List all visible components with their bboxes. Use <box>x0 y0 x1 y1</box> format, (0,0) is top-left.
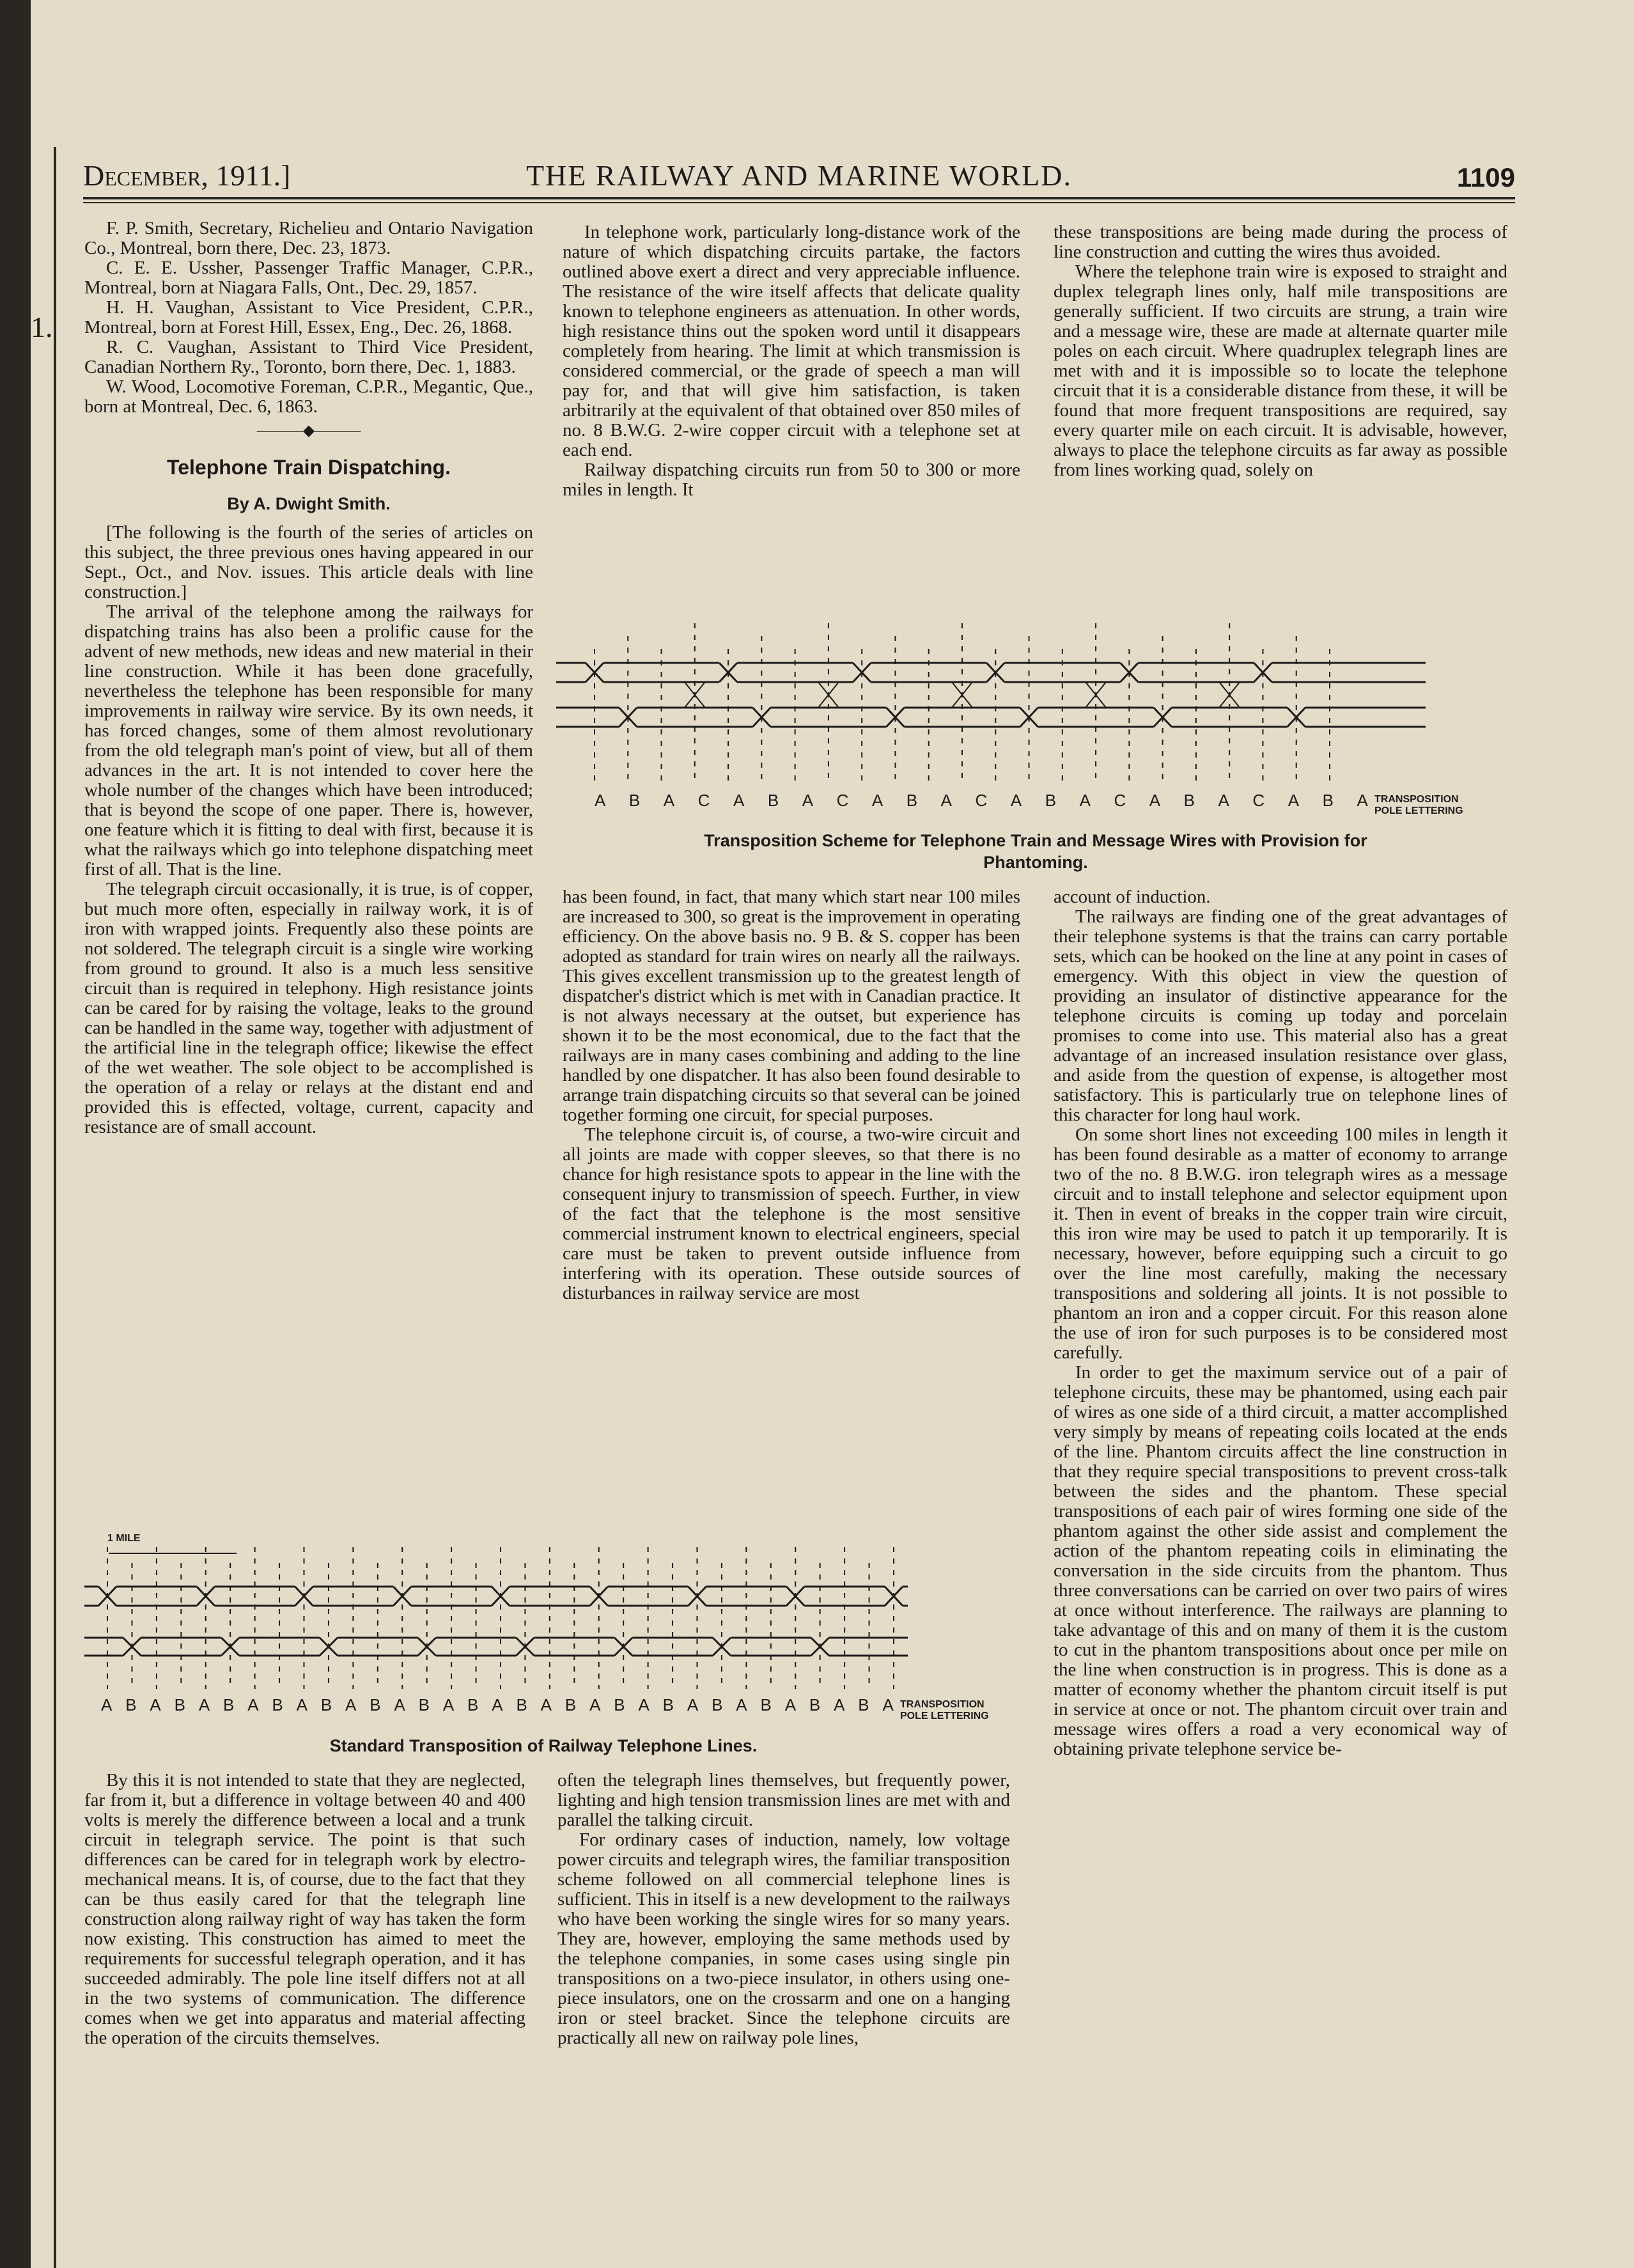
pole-letter: C <box>975 791 988 810</box>
editor-note: [The following is the fourth of the series of articles on this subject, the three previous ones having appeared in our Sept., Oct., and Nov. issues. This article deals with line construction.] <box>84 522 533 602</box>
pole-letter: B <box>1183 791 1195 810</box>
pole-letter: B <box>320 1695 332 1714</box>
body-paragraph: In telephone work, particularly long-distance work of the nature of which dispatching circuits partake, the factors outlined above exert a direct and very appreciable influence. The resistance of the wire itself affects that delicate quality known to telephone engineers as attenuation. In other words, high resistance thins out the spoken word until it disappears completely from hearing. The limit at which transmission is considered commercial, or the grade of speech a man will pay for, and that will give him satisfaction, is taken arbitrarily at the equivalent of that obtained over 850 miles of no. 8 B.W.G. 2-wire copper circuit with a telephone set at each end. <box>563 222 1020 460</box>
pole-letter: A <box>1010 791 1022 810</box>
birthday-entry: C. E. E. Ussher, Passenger Traffic Manager, C.P.R., Montreal, born at Niagara Falls, Ont., Dec. 29, 1857. <box>84 258 533 298</box>
issue-date: December, 1911.] <box>83 159 291 192</box>
pole-letter: A <box>540 1695 552 1714</box>
pole-letter: A <box>871 791 883 810</box>
publication-title: THE RAILWAY AND MARINE WORLD. <box>525 159 1072 192</box>
birthday-entry: F. P. Smith, Secretary, Richelieu and Ontario Navigation Co., Montreal, born there, Dec. 23, 1873. <box>84 218 533 258</box>
pole-letter: B <box>628 791 641 810</box>
pole-letter: B <box>564 1695 577 1714</box>
pole-letter: A <box>492 1695 503 1714</box>
body-paragraph: The telegraph circuit occasionally, it is true, is of copper, but much more often, especially in railway work, it is of iron with wrapped joints. Frequently also these points are not soldered. The telegraph circuit is a single wire working from ground to ground. It also is a much less sensitive circuit than is required in telephony. High resistance joints can be cared for by raising the voltage, leaks to the ground can be handled in the same way, together with adjustment of the artificial line in the telegraph office; likewise the effect of the wet weather. The sole object to be accomplished is the operation of a relay or relays at the distant end and provided this is effected, voltage, current, capacity and resistance are of small account. <box>84 879 533 1137</box>
pole-letter: A <box>394 1695 405 1714</box>
pole-letter: A <box>1079 791 1091 810</box>
page-header <box>83 153 1515 198</box>
pole-letter: A <box>940 791 952 810</box>
figure-2-mile-label: 1 MILE <box>107 1533 141 1544</box>
pole-letter: A <box>834 1695 845 1714</box>
pole-letter: B <box>858 1695 869 1714</box>
figure-1-pole-letters <box>595 791 1368 811</box>
column-6 <box>84 1771 525 2048</box>
pole-letter: B <box>272 1695 283 1714</box>
pole-letter: A <box>687 1695 699 1714</box>
body-paragraph: has been found, in fact, that many which start near 100 miles are increased to 300, so great is the improvement in operating efficiency. On the above basis no. 9 B. & S. copper has been adopted as standard for train wires on nearly all the railways. This gives excellent transmission up to the greatest length of dispatcher's district which is met with in Canadian practice. It is not always necessary at the outset, but experience has shown it to be the most economical, due to the fact that the railways are in many cases combining and adding to the line handled by one dispatcher. It has also been found desirable to arrange train dispatching circuits so that several can be joined together forming one circuit, for special purposes. <box>563 887 1020 1125</box>
pole-letter: B <box>760 1695 772 1714</box>
pole-letter: A <box>150 1695 161 1714</box>
column-3 <box>1054 222 1507 480</box>
pole-letter: B <box>467 1695 479 1714</box>
column-5 <box>1054 887 1507 1759</box>
body-paragraph: For ordinary cases of induction, namely, low voltage power circuits and telegraph wires, the familiar transposition scheme followed on all commercial telephone lines is sufficient. This in itself is a new development to the railways who have been working the single wires for so many years. They are, however, employing the same methods used by the telephone companies, in some cases using single pin transpositions on a two-piece insulator, in others using one-piece insulators, one on the crossarm and one on a hanging iron or steel bracket. Since the telephone circuits are practically all new on railway pole lines, <box>557 1829 1010 2048</box>
phantom-transposition-diagram <box>550 623 1432 789</box>
pole-letter: A <box>638 1695 650 1714</box>
pole-letter: A <box>1218 791 1229 810</box>
pole-letter: A <box>1288 791 1300 810</box>
standard-transposition-diagram <box>83 1541 927 1694</box>
pole-letter: C <box>1252 791 1265 810</box>
pole-letter: A <box>345 1695 357 1714</box>
body-paragraph: On some short lines not exceeding 100 miles in length it has been found desirable as a matter of economy to arrange two of the no. 8 B.W.G. iron telegraph wires as a message circuit and to install telephone and selector equipment upon it. Then in event of breaks in the copper train wire circuit, this iron wire may be used to patch it up temporarily. It is necessary, however, before equipping such a circuit to go over the line most carefully, making the necessary transpositions and soldering all joints. It is not possible to phantom an iron and a copper circuit. For this reason alone the use of iron for such purposes is to be considered most carefully. <box>1054 1124 1507 1363</box>
pole-letter: A <box>802 791 814 810</box>
pole-letter: B <box>418 1695 430 1714</box>
pole-letter: A <box>784 1695 797 1714</box>
pole-letter: A <box>442 1695 455 1714</box>
previous-page-number: 1. <box>31 311 53 343</box>
pole-letter: A <box>1149 791 1161 810</box>
figure-phantom-transposition <box>550 623 1432 789</box>
pole-letter: B <box>516 1695 527 1714</box>
figure-2-pole-letters <box>101 1695 894 1715</box>
column-1 <box>84 219 533 1137</box>
figure-standard-transposition <box>83 1541 927 1694</box>
pole-letter: A <box>882 1695 894 1714</box>
body-paragraph: By this it is not intended to state that they are neglected, far from it, but a difference in voltage between 40 and 400 volts is merely the difference between a local and a trunk circuit in telegraph service. The point is that such differences can be cared for in telegraph work by electro-mechanical means. It is, of course, due to the fact that they can be thus easily cared for that the telegraph line construction along railway right of way has taken the form now existing. This construction has aimed to meet the requirements for successful telegraph operation, and it has succeeded admirably. The pole line itself differs not at all in the two systems of communication. The difference comes when we get into apparatus and material affecting the operation of the circuits themselves. <box>84 1770 525 2048</box>
header-rule <box>83 197 1515 199</box>
pole-letter: B <box>767 791 779 810</box>
pole-letter: A <box>101 1695 113 1714</box>
birthday-entry: H. H. Vaughan, Assistant to Vice President, C.P.R., Montreal, born at Forest Hill, Essex, Eng., Dec. 26, 1868. <box>84 297 533 338</box>
figure-2-pole-label: TRANSPOSITION POLE LETTERING <box>900 1699 989 1721</box>
pole-letter: B <box>809 1695 821 1714</box>
pole-letter: B <box>223 1695 235 1714</box>
figure-2-caption: Standard Transposition of Railway Telephone Lines. <box>329 1736 758 1755</box>
header-rule-thin <box>83 202 1515 203</box>
body-paragraph: The arrival of the telephone among the railways for dispatching trains has also been a prolific cause for the advent of new methods, new ideas and new material in their line construction. While it has been done gracefully, nevertheless the telephone has been responsible for many improvements in railway wire service. By its own needs, it has forced changes, some of them almost revolutionary from the old telegraph man's point of view, but all of them advances in the art. It is not intended to cover here the whole number of the changes which have been introduced; that is beyond the scope of one paper. There is, however, one feature which it is fitting to deal with first, because it is what the railways which go into telephone dispatching meet first of all. That is the line. <box>84 602 533 880</box>
pole-letter: A <box>736 1695 747 1714</box>
pole-letter: B <box>1322 791 1334 810</box>
pole-letter: B <box>1045 791 1057 810</box>
body-paragraph: The railways are finding one of the great advantages of their telephone systems is that the trains can carry portable sets, which can be hooked on the line at any point in cases of emergency. With this object in view the question of providing an insulator of distinctive appearance for the telephone circuits is coming up today and porcelain promises to come into use. This material also has a great advantage of an increased insulation resistance over glass, and aside from the question of expense, is altogether most satisfactory. This is particularly true on telephone lines of this character for long haul work. <box>1054 906 1507 1125</box>
previous-page-edge <box>31 147 56 2268</box>
pole-letter: A <box>198 1695 210 1714</box>
column-4 <box>563 887 1020 1303</box>
body-paragraph: often the telegraph lines themselves, but frequently power, lighting and high tension transmission lines are met with and parallel the talking circuit. <box>557 1770 1010 1830</box>
body-paragraph: Railway dispatching circuits run from 50 to 300 or more miles in length. It <box>563 460 1020 500</box>
pole-letter: A <box>663 791 675 810</box>
pole-letter: A <box>589 1695 601 1714</box>
figure-1-caption: Transposition Scheme for Telephone Train and Message Wires with Provision for Phantoming. <box>704 831 1367 872</box>
column-7 <box>557 1771 1010 2048</box>
article-byline: By A. Dwight Smith. <box>227 494 391 513</box>
pole-letter: B <box>370 1695 381 1714</box>
pole-letter: A <box>296 1695 307 1714</box>
pole-letter: A <box>1357 791 1368 810</box>
column-2 <box>563 222 1020 500</box>
pole-letter: A <box>247 1695 259 1714</box>
birthday-entry: R. C. Vaughan, Assistant to Third Vice President, Canadian Northern Ry., Toronto, born there, Dec. 1, 1883. <box>84 337 533 377</box>
figure-1-pole-label: TRANSPOSITION POLE LETTERING <box>1374 794 1463 816</box>
pole-letter: C <box>697 791 710 810</box>
pole-letter: B <box>662 1695 674 1714</box>
pole-letter: C <box>836 791 849 810</box>
birthday-entry: W. Wood, Locomotive Foreman, C.P.R., Megantic, Que., born at Montreal, Dec. 6, 1863. <box>84 377 533 417</box>
body-paragraph: The telephone circuit is, of course, a two-wire circuit and all joints are made with copper sleeves, so that there is no chance for high resistance spots to appear in the line with the consequent injury to transmission of speech. Further, in view of the fact that the telephone is the most sensitive commercial instrument known to electrical engineers, special care must be taken to prevent outside influence from interfering with its operation. These outside sources of disturbances in railway service are most <box>563 1124 1020 1303</box>
pole-letter: A <box>595 791 606 810</box>
body-paragraph: these transpositions are being made during the process of line construction and cutting the wires thus avoided. <box>1054 222 1507 262</box>
body-paragraph: In order to get the maximum service out of a pair of telephone circuits, these may be phantomed, using each pair of wires as one side of a third circuit, a matter accomplished very simply by means of repeating coils located at the ends of the line. Phantom circuits affect the line construction in that they require special transpositions to prevent cross-talk between the sides and the phantom. These special transpositions of each pair of wires forming one side of the phantom against the other side assist and complement the action of the phantom repeating coils in eliminating the conversation in the side circuits from the phantom. Thus three conversations can be carried on over two pairs of wires at once without interference. The railways are planning to take advantage of this and on many of them it is the custom to cut in the phantom transpositions about once per mile on the line when construction is in progress. This is done as a matter of economy whether the phantom circuit itself is put in service at once or not. The phantom circuit over train and message wires offers a road a very economical way of obtaining private telephone service be- <box>1054 1362 1507 1759</box>
pole-letter: B <box>125 1695 137 1714</box>
body-paragraph: Where the telephone train wire is exposed to straight and duplex telegraph lines only, half mile transpositions are generally sufficient. If two circuits are strung, a train wire and a message wire, these are made at alternate quarter mile poles on each circuit. Where quadruplex telegraph lines are met with and it is impossible so to locate the telephone circuit that it is a considerable distance from these, it will be found that more frequent transpositions are required, say every quarter mile on each circuit. It is advisable, however, always to place the telephone circuits as far away as possible from lines working quad, solely on <box>1054 261 1507 480</box>
article-headline: Telephone Train Dispatching. <box>167 456 451 479</box>
page-number: 1109 <box>1456 162 1515 192</box>
pole-letter: B <box>712 1695 723 1714</box>
section-ornament: ———◆——— <box>256 423 361 439</box>
body-paragraph: account of induction. <box>1054 887 1211 907</box>
pole-letter: B <box>614 1695 625 1714</box>
pole-letter: B <box>174 1695 185 1714</box>
pole-letter: B <box>906 791 918 810</box>
pole-letter: A <box>733 791 745 810</box>
pole-letter: C <box>1114 791 1126 810</box>
